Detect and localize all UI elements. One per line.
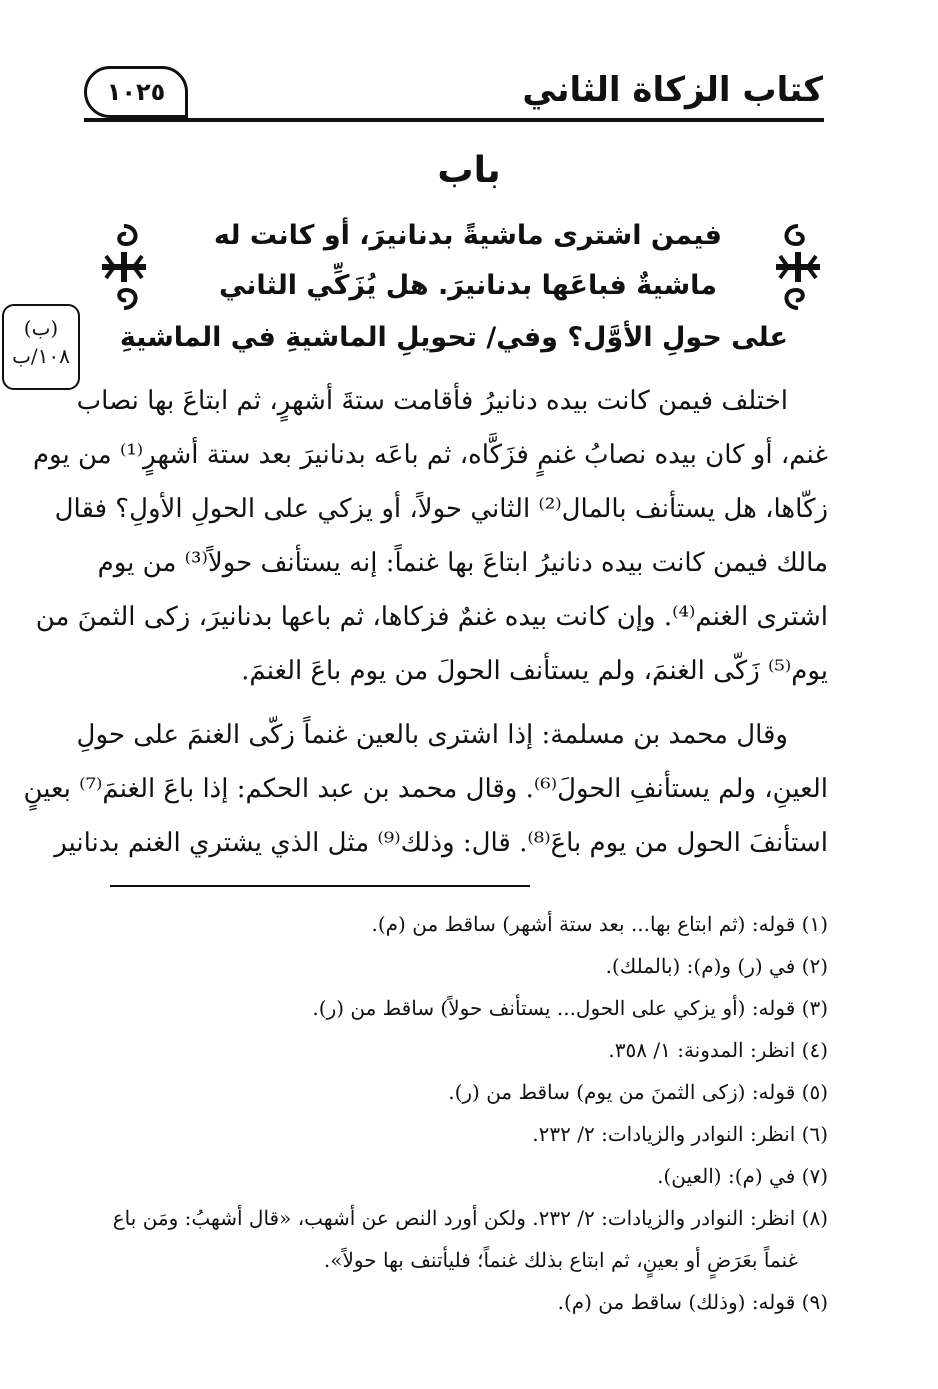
chapter-word: باب xyxy=(437,150,501,191)
footnote: (٢) في (ر) و(م): (بالملك). xyxy=(605,954,828,978)
ornament-icon xyxy=(96,222,152,312)
footnote: (١) قوله: (ثم ابتاع بها... بعد ستة أشهر) ساقط من (م). xyxy=(371,912,828,936)
margin-note-line: ١٠٨/ب xyxy=(12,344,70,368)
body-line: مالك فيمن كانت بيده دنانيرُ ابتاعَ بها غنماً: إنه يستأنف حولاً⁽³⁾ من يوم xyxy=(97,548,828,578)
footnote-continuation: غنماً بعَرَضٍ أو بعينٍ، ثم ابتاع بذلك غنماً؛ فليأتنف بها حولاً». xyxy=(323,1248,798,1272)
footnote-rule xyxy=(110,885,530,887)
footnote: (٥) قوله: (زكى الثمنَ من يوم) ساقط من (ر). xyxy=(448,1080,828,1104)
page-number xyxy=(84,66,188,118)
header-rule xyxy=(84,118,824,122)
footnote: (٤) انظر: المدونة: ١/ ٣٥٨. xyxy=(608,1038,828,1062)
footnote: (٩) قوله: (وذلك) ساقط من (م). xyxy=(557,1290,828,1314)
body-line: يوم⁽⁵⁾ زَكّى الغنمَ، ولم يستأنف الحولَ من يوم باعَ الغنمَ. xyxy=(241,656,828,686)
body-line: اشترى الغنم⁽⁴⁾. وإن كانت بيده غنمٌ فزكاها، ثم باعها بدنانيرَ، زكى الثمنَ من xyxy=(35,602,828,632)
footnote: (٦) انظر: النوادر والزيادات: ٢/ ٢٣٢. xyxy=(532,1122,828,1146)
body-line: العينِ، ولم يستأنفِ الحولَ⁽⁶⁾. وقال محمد بن عبد الحكم: إذا باعَ الغنمَ⁽⁷⁾ بعينٍ xyxy=(23,774,828,804)
running-title: كتاب الزكاة الثاني xyxy=(522,70,823,110)
margin-note-line: (ب) xyxy=(23,316,59,340)
footnote: (٣) قوله: (أو يزكي على الحول... يستأنف حولاً) ساقط من (ر). xyxy=(312,996,828,1020)
page-number-text: ١٠٢٥ xyxy=(106,78,166,106)
footnote: (٧) في (م): (العين). xyxy=(657,1164,828,1188)
body-line: وقال محمد بن مسلمة: إذا اشترى بالعين غنماً زكّى الغنمَ على حولِ xyxy=(76,720,788,750)
chapter-title-line: على حولِ الأوَّل؟ وفي/ تحويلِ الماشيةِ في الماشيةِ xyxy=(119,322,788,353)
chapter-title-line: ماشيةٌ فباعَها بدنانيرَ. هل يُزَكِّي الثاني xyxy=(218,270,718,301)
ornament-icon xyxy=(770,222,826,312)
body-line: زكّاها، هل يستأنف بالمال⁽²⁾ الثاني حولاً، أو يزكي على الحولِ الأولِ؟ فقال xyxy=(54,494,828,524)
body-line: استأنفَ الحول من يوم باعَ⁽⁸⁾. قال: وذلك⁽⁹⁾ مثل الذي يشتري الغنم بدنانير xyxy=(54,828,828,858)
body-line: اختلف فيمن كانت بيده دنانيرُ فأقامت ستةَ أشهرٍ، ثم ابتاعَ بها نصاب xyxy=(76,386,788,416)
chapter-title-line: فيمن اشترى ماشيةً بدنانيرَ، أو كانت له xyxy=(213,220,722,251)
margin-folio-note xyxy=(2,304,80,390)
footnote: (٨) انظر: النوادر والزيادات: ٢/ ٢٣٢. ولكن أورد النص عن أشهب، «قال أشهبُ: ومَن باع xyxy=(112,1206,828,1230)
body-line: غنم، أو كان بيده نصابُ غنمٍ فزَكَّاه، ثم باعَه بدنانيرَ بعد ستة أشهرٍ⁽¹⁾ من يوم xyxy=(32,440,828,470)
